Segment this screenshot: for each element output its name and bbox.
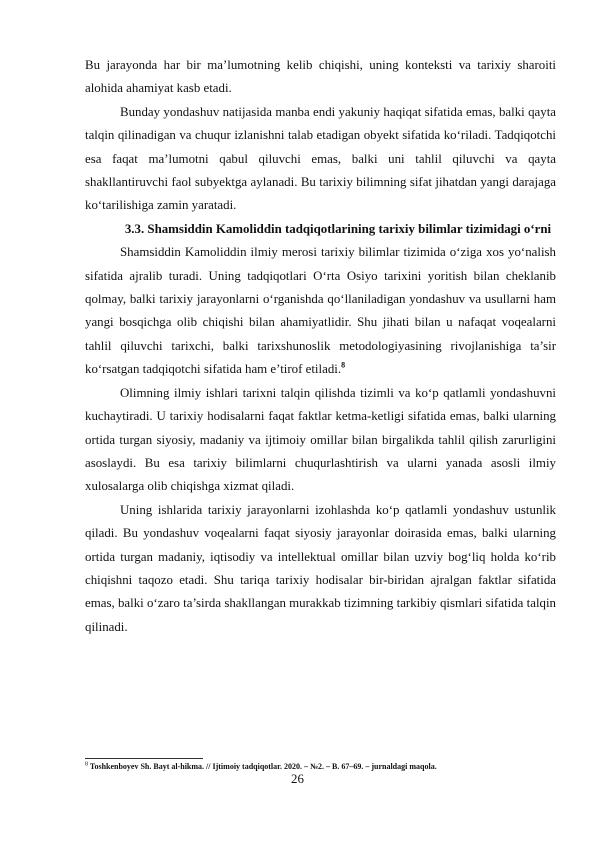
page-number: 26 [291, 772, 304, 786]
section-heading: 3.3. Shamsiddin Kamoliddin tadqiqotlarining tarixiy bilimlar tizimidagi o‘rni [124, 221, 552, 236]
footnote-reference[interactable]: 8 [341, 360, 346, 370]
paragraph: Olimning ilmiy ishlari tarixni talqin qilishda tizimli va ko‘p qatlamli yondashuvni kuchaytiradi. U tarixiy hodisalarni faqat faktlar ketma-ketligi sifatida emas, balki ularning ortida turgan siyosiy, madaniy va ijtimoiy omillar bilan birgalikda tahlil qilish zarurligini asoslaydi. Bu esa tarixiy bilimlarni chuqurlashtirish va ularni yanada asosli ilmiy xulosalarga olib chiqishga xizmat qiladi. [85, 385, 556, 494]
paragraph: Bunday yondashuv natijasida manba endi yakuniy haqiqat sifatida emas, balki qayta talqin qilinadigan va chuqur izlanishni talab etadigan obyekt sifatida ko‘riladi. Tadqiqotchi esa faqat ma’lumotni qabul qiluvchi emas, balki uni tahlil qiluvchi va qayta shakllantiruvchi faol subyektga aylanadi. Bu tarixiy bilimning sifat jihatdan yangi darajaga ko‘tarilishiga zamin yaratadi. [85, 104, 556, 213]
footnote-number: 8 [85, 761, 88, 768]
main-text [85, 54, 556, 639]
footnote-separator [85, 758, 203, 759]
paragraph [85, 241, 556, 381]
footnote [85, 762, 556, 772]
paragraph: Uning ishlarida tarixiy jarayonlarni izohlashda ko‘p qatlamli yondashuv ustunlik qiladi. Bu yondashuv voqealarni faqat siyosiy jarayonlar doirasida emas, balki ularning ortida turgan madaniy, iqtisodiy va intellektual omillar bilan uzviy bog‘liq holda ko‘rib chiqishni taqozo etadi. Shu tariqa tarixiy hodisalar bir-biridan ajralgan faktlar sifatida emas, balki o‘zaro ta’sirda shakllangan murakkab tizimning tarkibiy qismlari sifatida talqin qilinadi. [85, 502, 556, 634]
paragraph: Bu jarayonda har bir ma’lumotning kelib chiqishi, uning konteksti va tarixiy sharoiti alohida ahamiyat kasb etadi. [85, 58, 556, 96]
footnote-text: Toshkenboyev Sh. Bayt al-hikma. // Ijtimoiy tadqiqotlar. 2020. – №2. – B. 67–69. – jurnaldagi maqola. [88, 762, 437, 771]
paragraph-text: Shamsiddin Kamoliddin ilmiy merosi tarixiy bilimlar tizimida o‘ziga xos yo‘nalish sifatida ajralib turadi. Uning tadqiqotlari O‘rta Osiyo tarixini yoritish bilan cheklanib qolmay, balki tarixiy jarayonlarni o‘rganishda qo‘llaniladigan yondashuv va usullarni ham yangi bosqichga olib chiqishi bilan ahamiyatlidir. Shu jihati bilan u nafaqat voqealarni tahlil qiluvchi tarixchi, balki tarixshunoslik metodologiyasining rivojlanishiga ta’sir ko‘rsatgan tadqiqotchi sifatida ham e’tirof etiladi. [85, 245, 556, 377]
